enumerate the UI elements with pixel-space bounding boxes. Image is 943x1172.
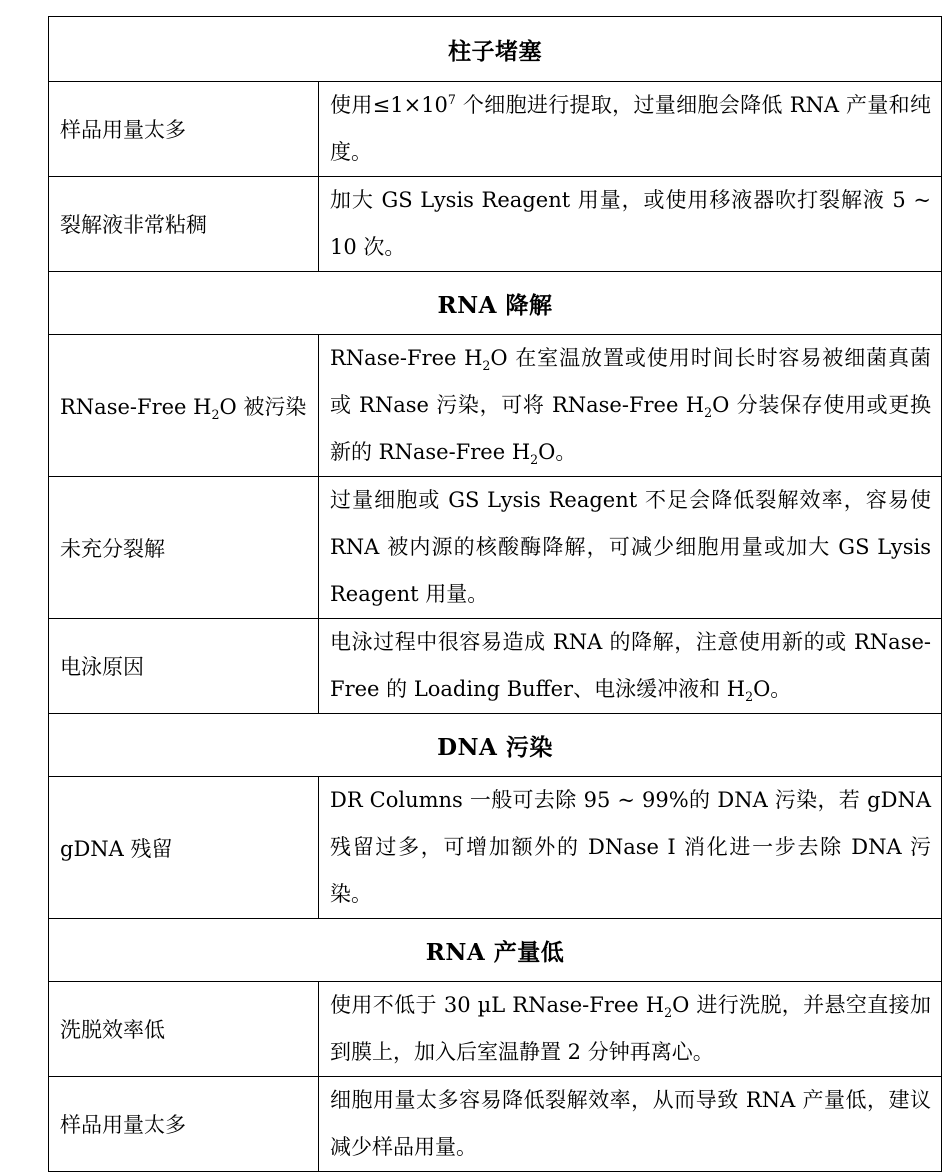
section-title: 柱子堵塞 xyxy=(49,17,942,82)
cause-cell: 洗脱效率低 xyxy=(49,982,319,1077)
cause-cell: 样品用量太多 xyxy=(49,82,319,177)
cause-cell: 未充分裂解 xyxy=(49,477,319,619)
troubleshooting-table xyxy=(48,16,942,1172)
solution-cell: 过量细胞或 GS Lysis Reagent 不足会降低裂解效率，容易使 RNA 被内源的核酸酶降解，可减少细胞用量或加大 GS Lysis Reagent 用量。 xyxy=(319,477,942,619)
solution-cell: 电泳过程中很容易造成 RNA 的降解，注意使用新的或 RNase-Free 的 Loading Buffer、电泳缓冲液和 $H_2O$。 xyxy=(319,619,942,714)
table-row xyxy=(49,1077,942,1172)
table-row xyxy=(49,177,942,272)
solution-cell: 加大 GS Lysis Reagent 用量，或使用移液器吹打裂解液 5 ~ 10 次。 xyxy=(319,177,942,272)
cause-cell: 样品用量太多 xyxy=(49,1077,319,1172)
section-header-row xyxy=(49,919,942,982)
cause-cell: RNase-Free $H_2O$ 被污染 xyxy=(49,335,319,477)
table-row xyxy=(49,82,942,177)
section-header-row xyxy=(49,272,942,335)
solution-cell: DR Columns 一般可去除 95 ~ 99%的 DNA 污染，若 gDNA 残留过多，可增加额外的 DNase I 消化进一步去除 DNA 污染。 xyxy=(319,777,942,919)
section-title: RNA 降解 xyxy=(49,272,942,335)
solution-cell: 使用不低于 30 µL RNase-Free $H_2O$ 进行洗脱，并悬空直接加到膜上，加入后室温静置 2 分钟再离心。 xyxy=(319,982,942,1077)
cause-cell: 电泳原因 xyxy=(49,619,319,714)
table-row xyxy=(49,777,942,919)
table-row xyxy=(49,982,942,1077)
cause-cell: gDNA 残留 xyxy=(49,777,319,919)
section-title: RNA 产量低 xyxy=(49,919,942,982)
section-header-row xyxy=(49,714,942,777)
solution-cell: RNase-Free $H_2O$ 在室温放置或使用时间长时容易被细菌真菌或 RNase 污染，可将 RNase-Free $H_2O$ 分装保存使用或更换新的 RNase-Free $H_2O$。 xyxy=(319,335,942,477)
table-row xyxy=(49,619,942,714)
solution-cell: 细胞用量太多容易降低裂解效率，从而导致 RNA 产量低，建议减少样品用量。 xyxy=(319,1077,942,1172)
cause-cell: 裂解液非常粘稠 xyxy=(49,177,319,272)
solution-cell: 使用$\le 1\times 10^7$ 个细胞进行提取，过量细胞会降低 RNA 产量和纯度。 xyxy=(319,82,942,177)
table-row xyxy=(49,477,942,619)
section-title: DNA 污染 xyxy=(49,714,942,777)
section-header-row xyxy=(49,17,942,82)
table-row xyxy=(49,335,942,477)
